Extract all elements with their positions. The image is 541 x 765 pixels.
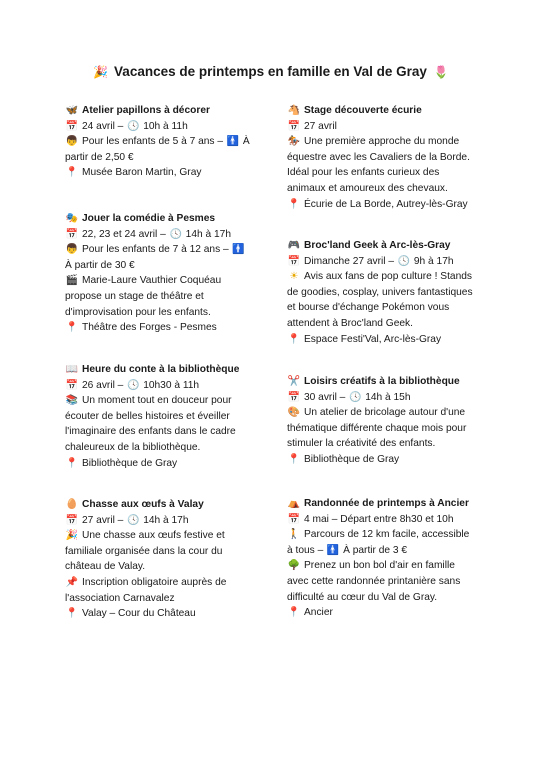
event-date: 📅 22, 23 et 24 avril – 🕓 14h à 17h — [65, 227, 251, 243]
event-location: 📍 Bibliothèque de Gray — [65, 456, 251, 472]
event-description: 🎉 Une chasse aux œufs festive et familiale organisée dans la cour du château de Valay. — [65, 530, 225, 573]
event-title: ✂️ Loisirs créatifs à la bibliothèque — [287, 374, 473, 390]
event-description: 🏇 Une première approche du monde équestre avec les Cavaliers de la Borde. Idéal pour les enfants curieux des animaux et amoureux des chevaux. — [287, 136, 470, 194]
page-title-text: Vacances de printemps en famille en Val de Gray — [114, 64, 427, 79]
event-location: 📍 Valay – Cour du Château — [65, 606, 251, 622]
event-audience: 👦 Pour les enfants de 5 à 7 ans – 🚹 À partir de 2,50 € — [65, 136, 250, 163]
location-pin-icon: 📍 — [287, 333, 301, 345]
calendar-icon: 📅 — [287, 120, 301, 132]
calendar-icon: 📅 — [65, 228, 79, 240]
event-card-comedie — [65, 211, 251, 336]
location-pin-icon: 📍 — [65, 322, 79, 334]
event-location: 📍 Bibliothèque de Gray — [287, 452, 473, 468]
tulip-icon: 🌷 — [433, 65, 449, 79]
clock-icon: 🕓 — [126, 514, 140, 526]
event-date: 📅 Dimanche 27 avril – 🕓 9h à 17h — [287, 254, 473, 270]
event-card-conte — [65, 362, 251, 471]
clock-icon: 🕓 — [348, 391, 362, 403]
calendar-icon: 📅 — [65, 120, 79, 132]
event-title: 🦋 Atelier papillons à décorer — [65, 103, 251, 119]
event-audience: 👦 Pour les enfants de 7 à 12 ans – 🚹À partir de 30 € — [65, 244, 245, 271]
event-title: 🎭 Jouer la comédie à Pesmes — [65, 211, 251, 227]
event-card-randonnee — [287, 496, 473, 621]
child-icon: 👦 — [65, 136, 79, 148]
page-title — [0, 64, 541, 79]
event-date: 📅 27 avril — [287, 119, 473, 135]
tree-icon: 🌳 — [287, 560, 301, 572]
calendar-icon: 📅 — [65, 514, 79, 526]
scissors-icon: ✂️ — [287, 376, 301, 387]
event-date: 📅 30 avril – 🕓 14h à 15h — [287, 390, 473, 406]
location-pin-icon: 📍 — [287, 607, 301, 619]
clock-icon: 🕓 — [126, 120, 140, 132]
event-card-oeufs — [65, 497, 251, 622]
child-icon: 👦 — [65, 244, 79, 256]
event-location: 📍 Musée Baron Martin, Gray — [65, 165, 251, 181]
location-pin-icon: 📍 — [65, 608, 79, 620]
theater-masks-icon: 🎭 — [65, 213, 79, 224]
game-controller-icon: 🎮 — [287, 240, 301, 251]
event-description: 🎨 Un atelier de bricolage autour d'une thématique différente chaque mois pour stimuler la créativité des enfants. — [287, 407, 467, 450]
calendar-icon: 📅 — [287, 255, 301, 267]
event-date: 📅 27 avril – 🕓 14h à 17h — [65, 513, 251, 529]
accessibility-icon: 🚹 — [232, 244, 245, 256]
event-date: 📅 24 avril – 🕓 10h à 11h — [65, 119, 251, 135]
event-description: 🌳 Prenez un bon bol d'air en famille avec cette randonnée printanière sans difficulté au cœur du Val de Gray. — [287, 560, 461, 603]
location-pin-icon: 📍 — [65, 167, 79, 179]
event-route: 🚶 Parcours de 12 km facile, accessible à tous – 🚹 À partir de 3 € — [287, 527, 473, 558]
event-card-loisirs — [287, 374, 473, 468]
location-pin-icon: 📍 — [287, 198, 301, 210]
clapper-board-icon: 🎬 — [65, 275, 79, 287]
accessibility-icon: 🚹 — [326, 544, 340, 556]
calendar-icon: 📅 — [287, 391, 301, 403]
event-card-papillons — [65, 103, 251, 181]
egg-icon: 🥚 — [65, 499, 79, 510]
camping-icon: ⛺ — [287, 498, 301, 509]
hiker-icon: 🚶 — [287, 529, 301, 541]
party-popper-icon: 🎉 — [65, 530, 79, 542]
event-location: 📍 Théâtre des Forges - Pesmes — [65, 320, 251, 336]
clock-icon: 🕓 — [169, 228, 182, 240]
event-title: 🎮 Broc'land Geek à Arc-lès-Gray — [287, 238, 473, 254]
event-card-brocland — [287, 238, 473, 347]
accessibility-icon: 🚹 — [226, 136, 240, 148]
party-popper-icon: 🎉 — [93, 65, 109, 79]
event-location: 📍 Ancier — [287, 605, 473, 621]
clock-icon: 🕓 — [126, 379, 140, 391]
clock-icon: 🕓 — [397, 255, 411, 267]
event-description: 📚 Un moment tout en douceur pour écouter de belles histoires et éveiller l'imaginaire des enfants dans le cadre chaleureux de la bibliothèque. — [65, 395, 236, 453]
event-note: 📌 Inscription obligatoire auprès de l'association Carnavalez — [65, 576, 227, 604]
event-title: 📖 Heure du conte à la bibliothèque — [65, 362, 251, 378]
open-book-icon: 📖 — [65, 364, 79, 375]
butterfly-icon: 🦋 — [65, 105, 79, 116]
books-icon: 📚 — [65, 395, 79, 407]
palette-icon: 🎨 — [287, 407, 301, 419]
horse-riding-icon: 🏇 — [287, 136, 301, 148]
event-title: ⛺ Randonnée de printemps à Ancier — [287, 496, 473, 512]
event-description: 🎬 Marie-Laure Vauthier Coquéau propose un stage de théâtre et d'improvisation pour les enfants. — [65, 275, 222, 318]
calendar-icon: 📅 — [65, 379, 79, 391]
event-date: 📅 26 avril – 🕓 10h30 à 11h — [65, 378, 251, 394]
event-description: ☀ Avis aux fans de pop culture ! Stands de goodies, cosplay, univers fantastiques et bourse d'échange Pokémon vous attendent à Broc'land Geek. — [287, 271, 473, 329]
location-pin-icon: 📍 — [65, 457, 79, 469]
event-title: 🐴 Stage découverte écurie — [287, 103, 473, 119]
pushpin-icon: 📌 — [65, 576, 79, 588]
calendar-icon: 📅 — [287, 513, 301, 525]
event-date: 📅 4 mai – Départ entre 8h30 et 10h — [287, 512, 473, 528]
event-location: 📍 Espace Festi'Val, Arc-lès-Gray — [287, 332, 473, 348]
event-card-ecurie — [287, 103, 473, 212]
event-title: 🥚 Chasse aux œufs à Valay — [65, 497, 251, 513]
horse-icon: 🐴 — [287, 105, 301, 116]
location-pin-icon: 📍 — [287, 453, 301, 465]
sun-icon: ☀ — [289, 271, 299, 283]
event-location: 📍 Écurie de La Borde, Autrey-lès-Gray — [287, 197, 473, 213]
